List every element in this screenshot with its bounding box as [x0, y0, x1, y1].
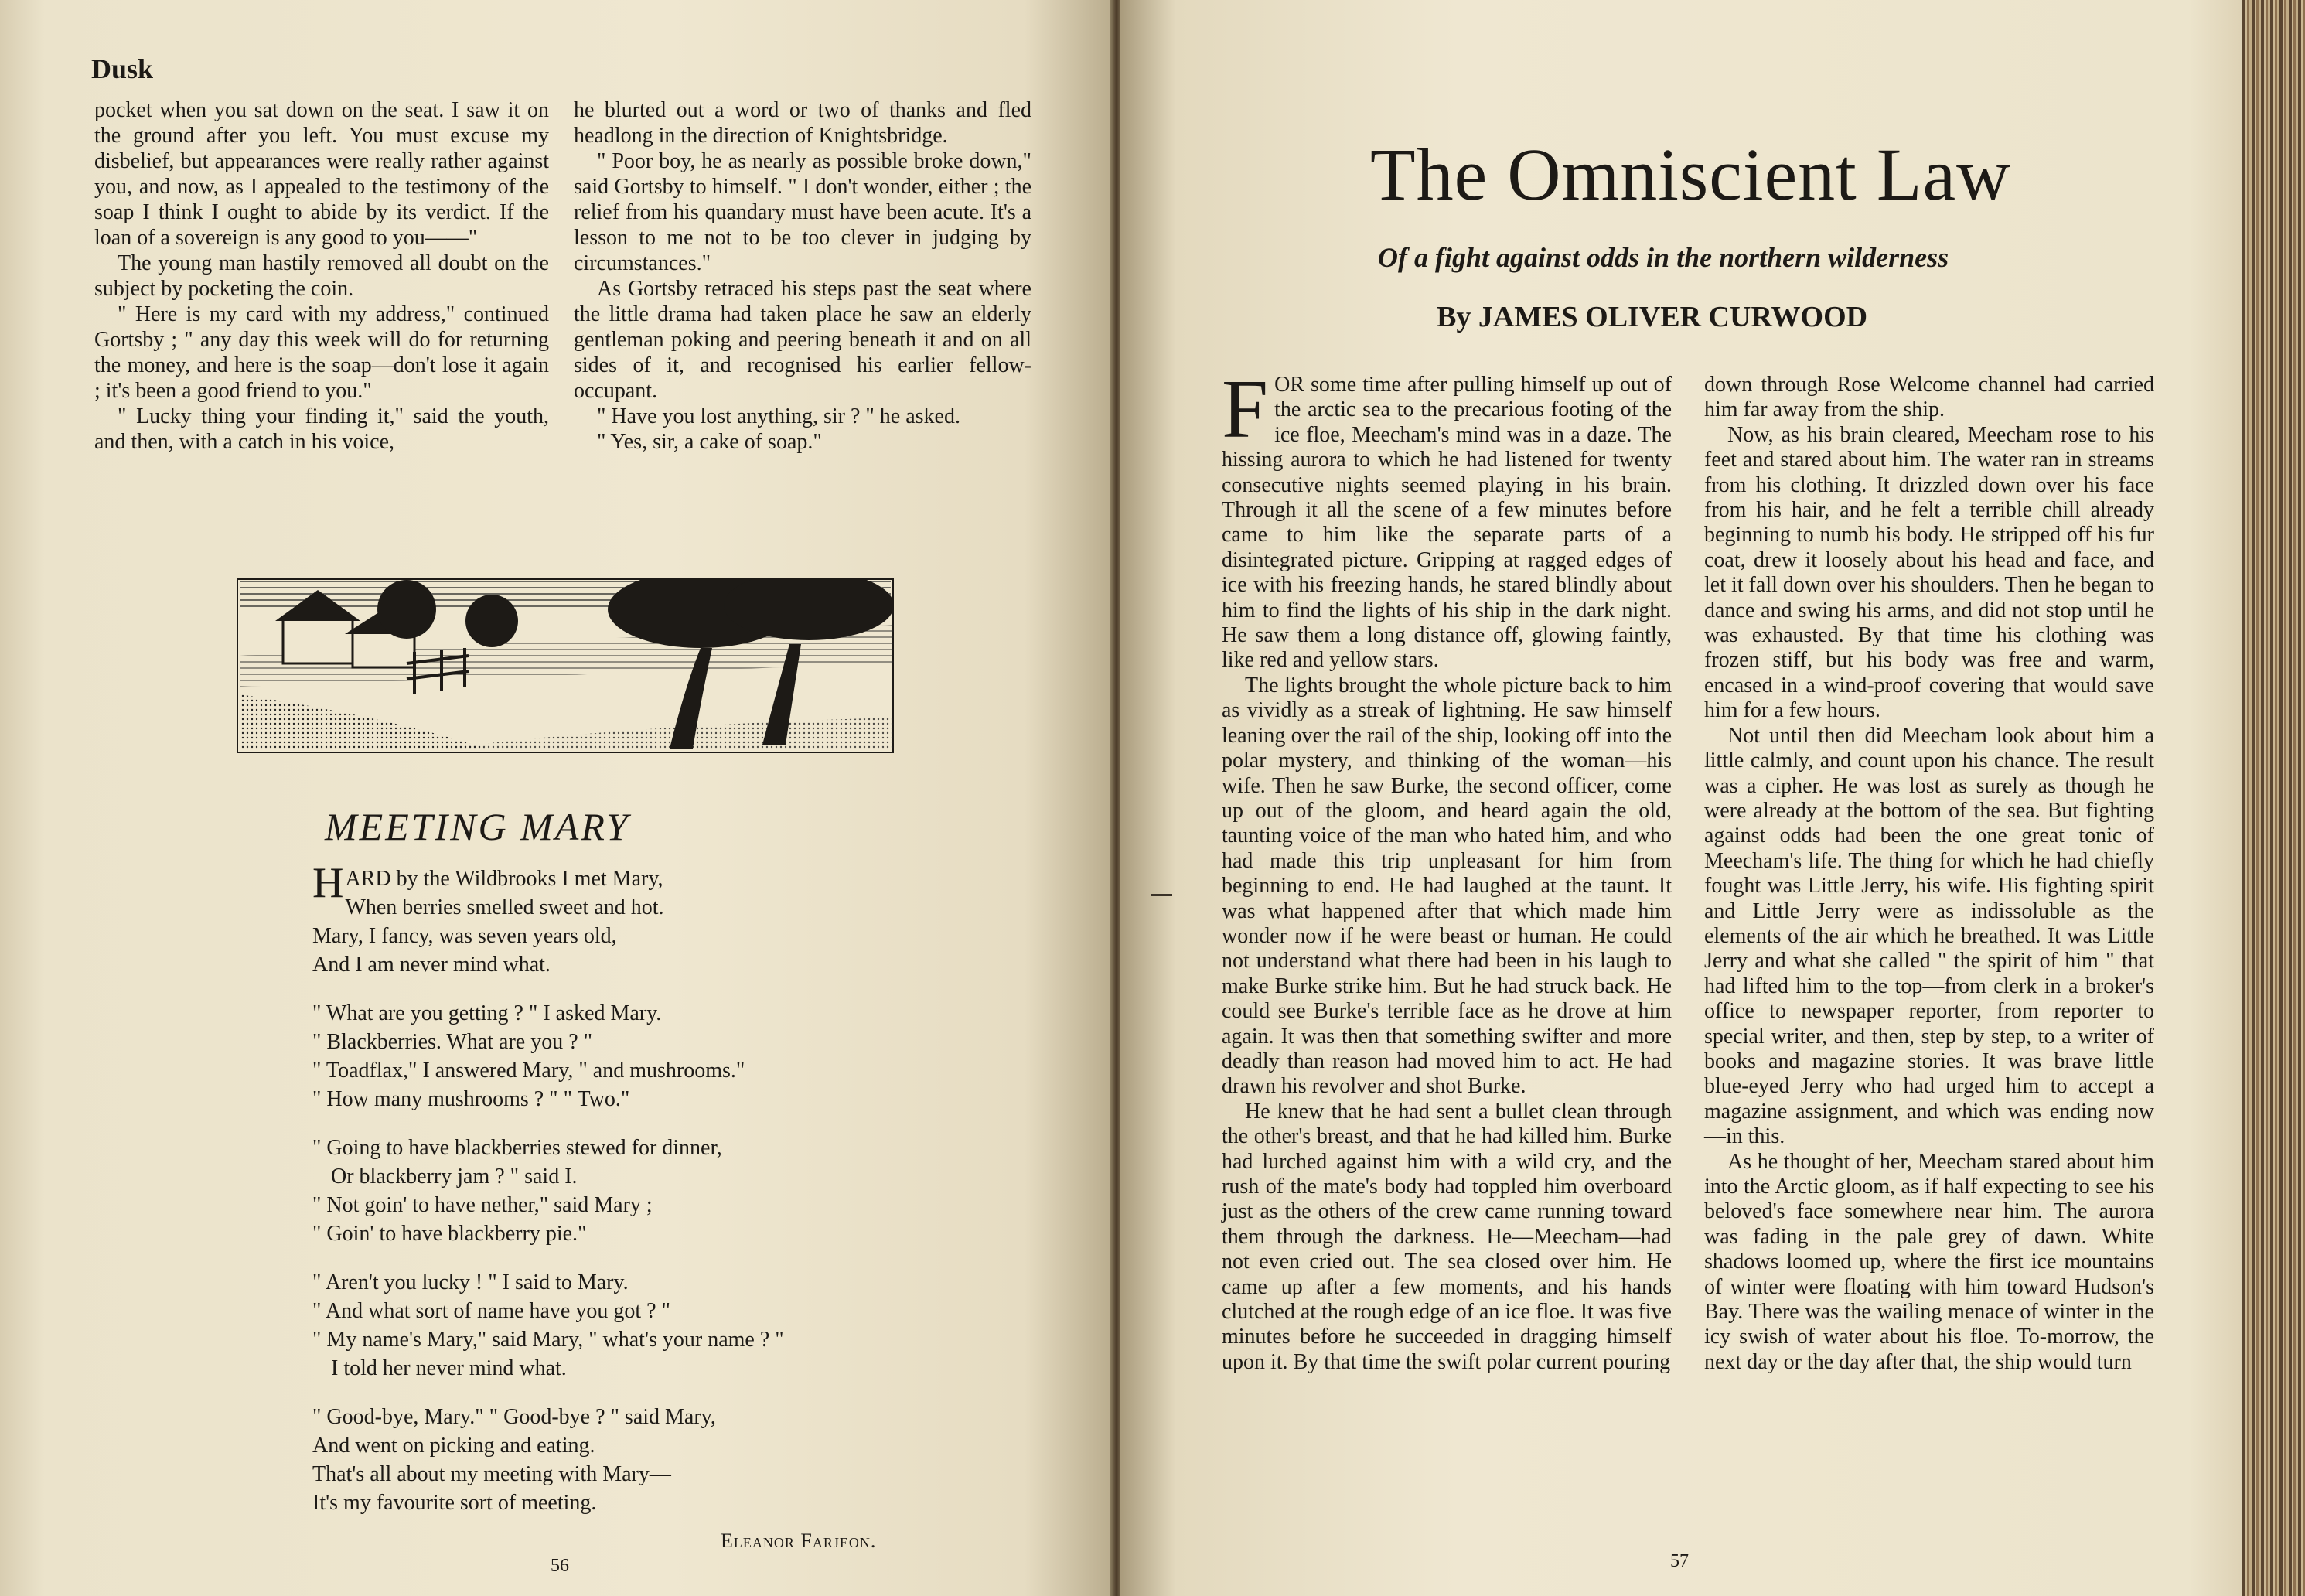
- article-subtitle: Of a fight against odds in the northern wilderness: [1378, 242, 1949, 273]
- paragraph: The lights brought the whole picture back to him as vividly as a streak of lightning. He saw himself leaning over the rail of the ship, looking off into the polar mystery, and thinking of the woman—his wife. Then he saw Burke, the second officer, come up out of the gloom, and heard again the old, taunting voice of the man who hated him, and who had made this trip unpleasant for him from beginning to end. He had laughed at the taunt. It was what happened after that which made him wonder now if he were beast or human. He could not understand what there had been in his laugh to make Burke strike him. But he had struck back. He could see Burke's terrible face as he drove at him again. It was then that something swifter and more deadly than reason had moved him to act. He had drawn his revolver and shot Burke.: [1222, 673, 1672, 1099]
- poem-line: ARD by the Wildbrooks I met Mary,: [345, 867, 663, 891]
- paragraph: As Gortsby retraced his steps past the seat where the little drama had taken place he saw an elderly gentleman poking and peering beneath it and on all sides of it, and recognised his earlier fellow-occupant.: [574, 277, 1031, 403]
- paragraph: pocket when you sat down on the seat. I saw it on the ground after you left. You must excuse my disbelief, but appearances were really rather against you, and now, as I appealed to the testimony of the soap I think I ought to abide by its verdict. If the loan of a sovereign is any good to you——": [94, 98, 549, 250]
- poem-line: " Blackberries. What are you ? ": [312, 1030, 593, 1054]
- paragraph: " Here is my card with my address," continued Gortsby ; " any day this week will do for returning the money, and here is the soap—don't lose it again ; it's been a good friend to you.": [94, 302, 549, 403]
- drop-cap: H: [312, 859, 344, 907]
- page-number: 57: [1670, 1551, 1689, 1571]
- poem-line: I told her never mind what.: [331, 1356, 567, 1380]
- stanza: [312, 1268, 962, 1383]
- paragraph: OR some time after pulling himself up out of the arctic sea to the precarious footing of the ice floe, Meecham's mind was in a daze. The hissing aurora to which he had listened for twenty consecutive nights seemed playing in his brain. Through it all the scene of a few minutes before came to him like the separate parts of a disintegrated picture. Gripping at ragged edges of ice with his freezing hands, he stared blindly about him to find the lights of his ship in the dark night. He saw them a long distance off, glowing faintly, like red and yellow stars.: [1222, 373, 1672, 673]
- right-column-1: [1222, 363, 1672, 1375]
- paragraph: As he thought of her, Meecham stared about him into the Arctic gloom, as if half expecting to see his beloved's face somewhere near him. The aurora was fading in the pale grey of dawn. White shadows loomed up, where the first ice mountains of winter were floating with him toward Hudson's Bay. There was the wailing menace of winter in the icy swish of water about his floe. To-morrow, the next day or the day after that, the ship would turn: [1704, 1149, 2154, 1374]
- margin-mark: [1151, 894, 1172, 896]
- paragraph: " Have you lost anything, sir ? " he asked.: [597, 404, 960, 428]
- left-column-1: [94, 97, 549, 455]
- poem-line: When berries smelled sweet and hot.: [345, 895, 664, 919]
- stanza: [312, 859, 962, 979]
- poem: [312, 859, 962, 1537]
- right-page: [1120, 0, 2245, 1596]
- page-edges: [2242, 0, 2305, 1596]
- article-title: The Omniscient Law: [1370, 133, 2011, 216]
- paragraph: " Lucky thing your finding it," said the youth, and then, with a catch in his voice,: [94, 404, 549, 454]
- poem-author: Eleanor Farjeon.: [721, 1530, 877, 1552]
- page-number: 56: [551, 1556, 569, 1576]
- poem-line: " Goin' to have blackberry pie.": [312, 1222, 587, 1246]
- drop-cap: F: [1222, 363, 1269, 455]
- poem-line: That's all about my meeting with Mary—: [312, 1462, 671, 1486]
- poem-line: " What are you getting ? " I asked Mary.: [312, 1001, 662, 1025]
- poem-title: MEETING MARY: [325, 805, 630, 848]
- paragraph: he blurted out a word or two of thanks and fled headlong in the direction of Knightsbridge.: [574, 98, 1031, 148]
- right-column-2: [1704, 373, 2154, 1375]
- woodcut-illustration: [237, 578, 894, 753]
- poem-line: And I am never mind what.: [312, 953, 551, 977]
- paragraph: " Poor boy, he as nearly as possible broke down," said Gortsby to himself. " I don't wonder, either ; the relief from his quandary must have been acute. It's a lesson to me not to be too clever in judging by circumstances.": [574, 149, 1031, 275]
- byline: By JAMES OLIVER CURWOOD: [1437, 301, 1868, 333]
- paragraph: down through Rose Welcome channel had carried him far away from the ship.: [1704, 373, 2154, 422]
- poem-line: Or blackberry jam ? " said I.: [331, 1165, 578, 1188]
- poem-line: " My name's Mary," said Mary, " what's your name ? ": [312, 1328, 784, 1352]
- paragraph: " Yes, sir, a cake of soap.": [597, 430, 822, 454]
- stanza: [312, 1134, 962, 1248]
- poem-line: " Good-bye, Mary." " Good-bye ? " said Mary,: [312, 1405, 716, 1429]
- poem-line: " Going to have blackberries stewed for dinner,: [312, 1136, 722, 1160]
- paragraph: Not until then did Meecham look about him a little calmly, and count upon his chance. The result was a cipher. He was lost as surely as though he were already at the bottom of the sea. But fighting against odds had been the one great tonic of Meecham's life. The thing for which he had chiefly fought was Little Jerry, his wife. His fighting spirit and Little Jerry were as indissoluble as the elements of the air which he breathed. It was Little Jerry and what she called " the spirit of him " that had lifted him to the top—from clerk in a broker's office to newspaper reporter, from reporter to special writer, and then, step by step, to a writer of books and magazine stories. It was brave little blue-eyed Jerry who had urged him to accept a magazine assignment, and which was ending now—in this.: [1704, 723, 2154, 1149]
- left-column-2: [574, 97, 1031, 455]
- running-head: Dusk: [91, 53, 154, 84]
- poem-line: " How many mushrooms ? " " Two.": [312, 1087, 630, 1111]
- poem-line: It's my favourite sort of meeting.: [312, 1491, 597, 1515]
- poem-line: " Toadflax," I answered Mary, " and mushrooms.": [312, 1059, 745, 1083]
- poem-line: " And what sort of name have you got ? ": [312, 1299, 670, 1323]
- poem-line: " Aren't you lucky ! " I said to Mary.: [312, 1270, 629, 1294]
- stanza: [312, 999, 962, 1113]
- poem-line: " Not goin' to have nether," said Mary ;: [312, 1193, 653, 1217]
- left-page: [0, 0, 1113, 1596]
- poem-line: And went on picking and eating.: [312, 1434, 595, 1458]
- poem-line: Mary, I fancy, was seven years old,: [312, 924, 617, 948]
- stanza: [312, 1403, 962, 1517]
- paragraph: He knew that he had sent a bullet clean through the other's breast, and that he had killed him. Burke had lurched against him with a wild cry, and the rush of the mate's body had toppled him overboard just as the others of the crew came running toward them through the darkness. He—Meecham—had not even cried out. The sea closed over him. He came up after a few moments, and his hands clutched at the rough edge of an ice floe. It was five minutes before he succeeded in dragging himself upon it. By that time the swift polar current pouring: [1222, 1099, 1672, 1374]
- paragraph: Now, as his brain cleared, Meecham rose to his feet and stared about him. The water ran in streams from his clothing. It drizzled down over his face from his hair, and he felt a terrible chill already beginning to numb his body. He stripped off his fur coat, drew it loosely about his head and face, and let it fall down over his shoulders. Then he began to dance and swing his arms, and did not stop until he was exhausted. By that time his clothing was frozen stiff, but his body was free and warm, encased in a wind-proof covering that would save him for a few hours.: [1704, 422, 2154, 723]
- paragraph: The young man hastily removed all doubt on the subject by pocketing the coin.: [94, 251, 549, 301]
